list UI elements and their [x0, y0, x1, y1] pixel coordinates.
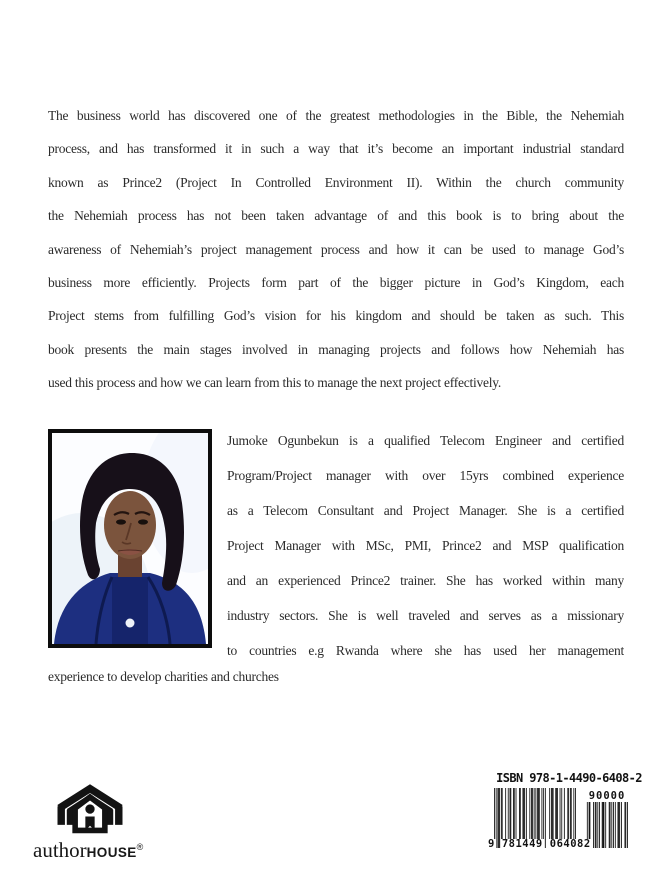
publisher-name: [33, 838, 149, 863]
ean13-digits-row: [487, 839, 644, 850]
ean-digit-group: 781449: [501, 838, 543, 850]
synopsis-line: Project stems from fulfilling God’s vision for his kingdom and should be taken as such. This: [48, 308, 624, 324]
publisher-name-author: author: [33, 838, 87, 862]
synopsis-line: business more efficiently. Projects form part of the bigger picture in God’s Kingdom, each: [48, 274, 624, 290]
synopsis-line: known as Prince2 (Project In Controlled Environment II). Within the church community: [48, 174, 624, 190]
synopsis-line: book presents the main stages involved in managing projects and follows how Nehemiah has: [48, 341, 624, 357]
bio-line: Jumoke Ogunbekun is a qualified Telecom Engineer and certified: [227, 433, 624, 448]
bio-line: as a Telecom Consultant and Project Manager. She is a certified: [227, 503, 624, 518]
synopsis-line: used this process and how we can learn from this to manage the next project effectively.: [48, 375, 501, 391]
isbn-barcode-block: [488, 771, 644, 850]
ean-digit-group: 064082: [549, 838, 591, 850]
registered-trademark-symbol: ®: [136, 842, 144, 852]
isbn-label: ISBN 978-1-4490-6408-2: [496, 771, 642, 785]
ean-digit-group: 9: [488, 838, 495, 850]
publisher-logo: [33, 784, 149, 863]
bio-line: and an experienced Prince2 trainer. She has worked within many: [227, 573, 624, 588]
bio-last-line: experience to develop charities and churches: [48, 669, 279, 684]
bio-line: industry sectors. She is well traveled and serves as a missionary: [227, 608, 624, 623]
authorhouse-house-icon: [55, 784, 125, 836]
supplement-number: 90000: [588, 790, 626, 802]
publisher-name-house: HOUSE: [86, 845, 137, 860]
synopsis-line: the Nehemiah process has not been taken advantage of and this book is to bring about the: [48, 208, 624, 224]
synopsis-line: process, and has transformed it in such a way that it’s become an important industrial standard: [48, 141, 624, 157]
author-portrait-illustration: [52, 433, 208, 644]
author-photo: [48, 429, 212, 648]
synopsis-line: awareness of Nehemiah’s project management process and how it can be used to manage God’s: [48, 241, 624, 257]
author-bio-section: [227, 423, 624, 668]
bio-line: Program/Project manager with over 15yrs combined experience: [227, 468, 624, 483]
bio-line: Project Manager with MSc, PMI, Prince2 and MSP qualification: [227, 538, 624, 553]
synopsis-line: The business world has discovered one of the greatest methodologies in the Bible, the Nehemiah: [48, 108, 624, 123]
synopsis-paragraph: [48, 99, 624, 400]
bio-line: to countries e.g Rwanda where she has used her management: [227, 643, 624, 658]
